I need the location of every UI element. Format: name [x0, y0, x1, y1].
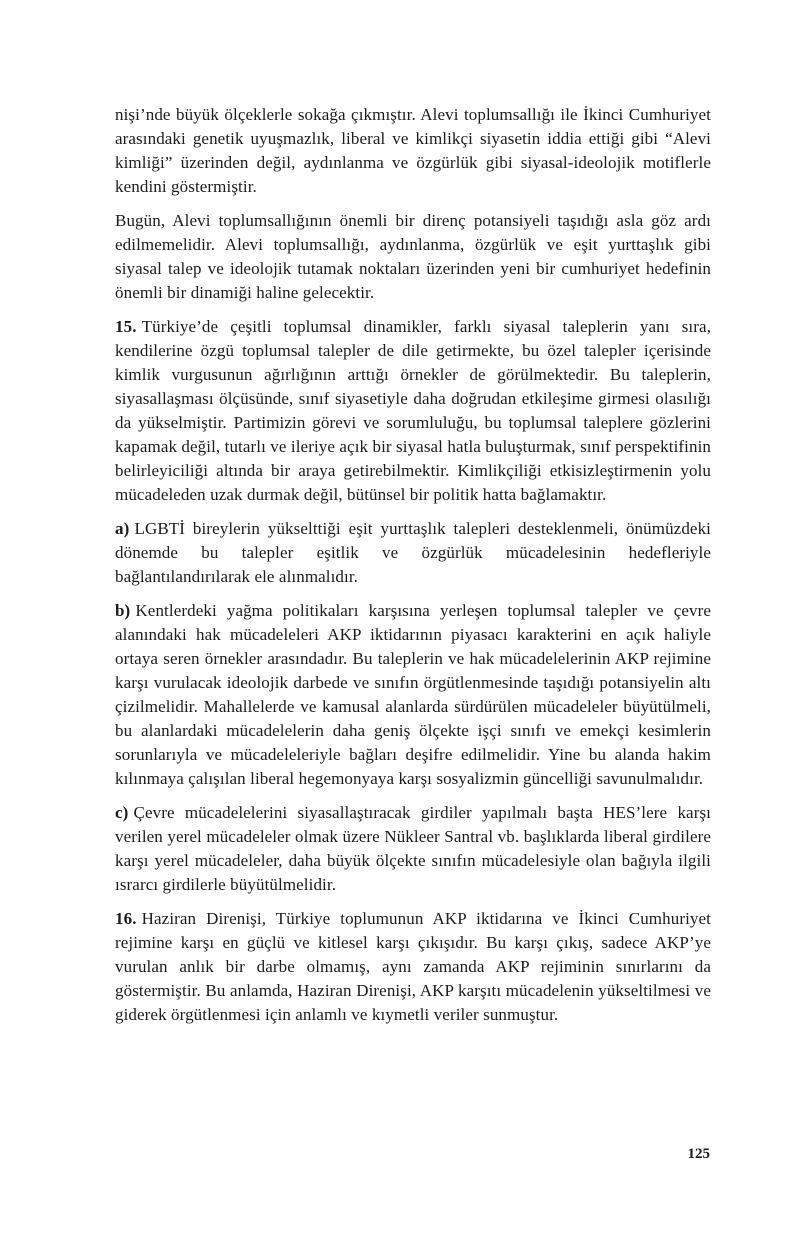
paragraph-lead: 15. [115, 317, 137, 336]
paragraph-text: LGBTİ bireylerin yükselttiği eşit yurttaşlık talepleri desteklenmeli, önümüzdeki dönemde bu talepler eşitlik ve özgürlük mücadelesinin hedefleriyle bağlantılandırılarak ele alınmalıdır. [115, 519, 711, 586]
paragraph-text: Haziran Direnişi, Türkiye toplumunun AKP iktidarına ve İkinci Cumhuriyet rejimine karşı en güçlü ve kitlesel karşı çıkışıdır. Bu karşı çıkış, sadece AKP’ye vurulan anlık bir darbe olmamış, aynı zamanda AKP rejiminin sınırlarını da göstermiştir. Bu anlamda, Haziran Direnişi, AKP karşıtı mücadelenin yükseltilmesi ve giderek örgütlenmesi için anlamlı ve kıymetli veriler sunmuştur. [115, 909, 711, 1024]
page-number: 125 [687, 1146, 710, 1162]
paragraph [115, 103, 711, 199]
paragraph [115, 209, 711, 305]
paragraph [115, 907, 711, 1027]
paragraph-text: Türkiye’de çeşitli toplumsal dinamikler, farklı siyasal taleplerin yanı sıra, kendilerine özgü toplumsal talepler de dile getirmekte, bu özel talepler içerisinde kimlik vurgusunun ağırlığının arttığı örnekler de görülmektedir. Bu taleplerin, siyasallaşması ölçüsünde, sınıf siyasetiyle daha doğrudan etkileşime girmesi olasılığı da yükselmiştir. Partimizin görevi ve sorumluluğu, bu toplumsal taleplere gözlerini kapamak değil, tutarlı ve ileriye açık bir siyasal hatla buluşturmak, sınıf perspektifinin belirleyiciliği altında bir araya getirebilmektir. Kimlikçiliği etkisizleştirmenin yolu mücadeleden uzak durmak değil, bütünsel bir politik hatta bağlamaktır. [115, 317, 711, 504]
paragraph-lead: c) [115, 803, 129, 822]
paragraph-text: Çevre mücadelelerini siyasallaştıracak girdiler yapılmalı başta HES’lere karşı verilen yerel mücadeleler olmak üzere Nükleer Santral vb. başlıklarda liberal girdilere karşı yerel mücadeleler, daha büyük ölçekte sınıfın mücadelesiyle olan bağıyla ilgili ısrarcı girdilerle büyütülmelidir. [115, 803, 711, 894]
paragraph [115, 517, 711, 589]
paragraph-text: Kentlerdeki yağma politikaları karşısına yerleşen toplumsal talepler ve çevre alanındaki hak mücadeleleri AKP iktidarının piyasacı karakterini en açık haliyle ortaya seren örnekler arasındadır. Bu taleplerin ve hak mücadelelerinin AKP rejimine karşı vurulacak ideolojik darbede ve sınıfın örgütlenmesinde taşıdığı potansiyelin altı çizilmelidir. Mahallelerde ve kamusal alanlarda sürdürülen mücadeleler büyütülmeli, bu alanlardaki mücadelelerin daha geniş ölçekte işçi sınıfı ve emekçi kesimlerin sorunlarıyla ve mücadeleleriyle bağları deşifre edilmelidir. Yine bu alanda hakim kılınmaya çalışılan liberal hegemonyaya karşı sosyalizmin güncelliği savunulmalıdır. [115, 601, 711, 788]
paragraph-lead: 16. [115, 909, 137, 928]
paragraph [115, 315, 711, 507]
paragraph-text: Bugün, Alevi toplumsallığının önemli bir direnç potansiyeli taşıdığı asla göz ardı edilmemelidir. Alevi toplumsallığı, aydınlanma, özgürlük ve eşit yurttaşlık gibi siyasal talep ve ideolojik tutamak noktaları üzerinden yeni bir cumhuriyet hedefinin önemli bir dinamiği haline gelecektir. [115, 211, 711, 302]
text-column [115, 103, 711, 1027]
paragraph [115, 801, 711, 897]
paragraph [115, 599, 711, 791]
paragraph-lead: b) [115, 601, 131, 620]
paragraph-lead: a) [115, 519, 130, 538]
paragraph-text: nişi’nde büyük ölçeklerle sokağa çıkmıştır. Alevi toplumsallığı ile İkinci Cumhuriyet arasındaki genetik uyuşmazlık, liberal ve kimlikçi siyasetin iddia ettiği gibi “Alevi kimliği” üzerinden değil, aydınlanma ve özgürlük gibi siyasal-ideolojik motiflerle kendini göstermiştir. [115, 105, 711, 196]
